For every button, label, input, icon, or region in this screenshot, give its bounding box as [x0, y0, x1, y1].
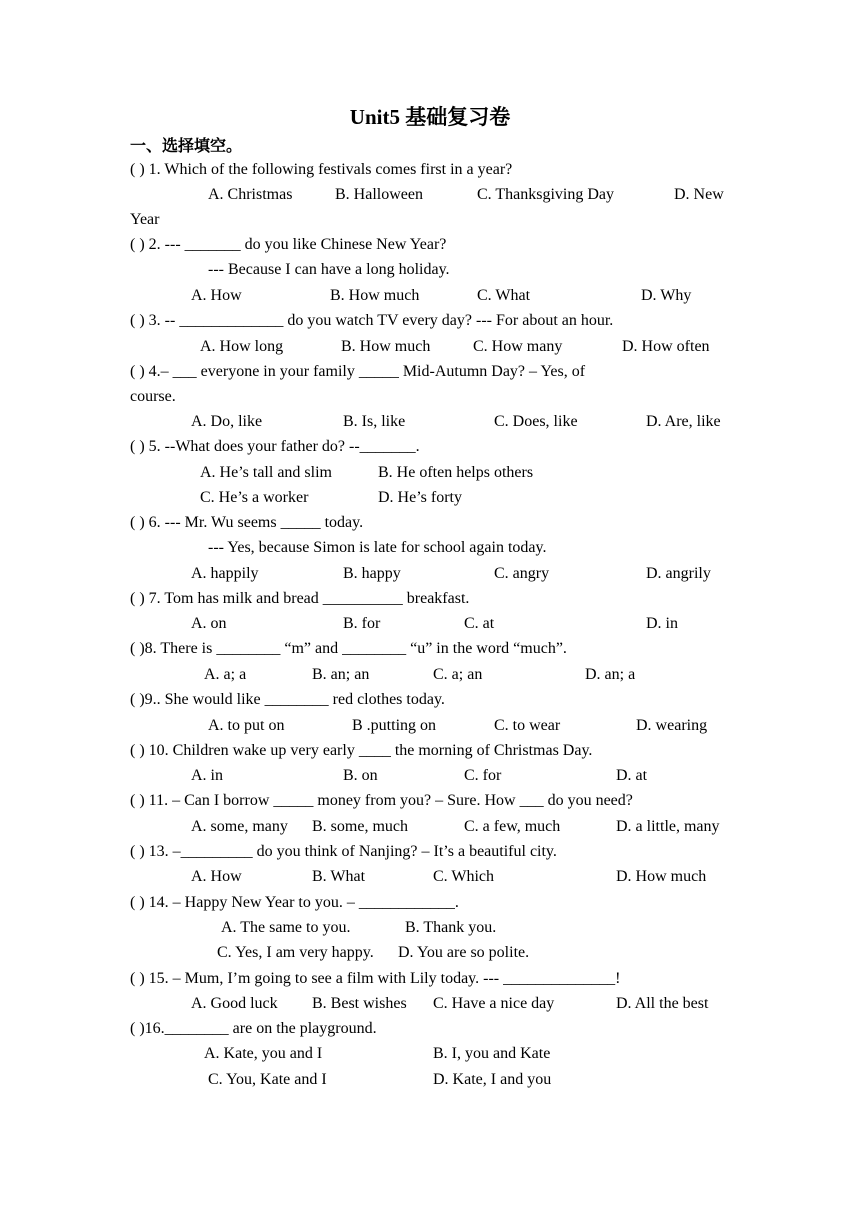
question-line: B. Halloween — [335, 186, 423, 203]
question-line: D. wearing — [636, 717, 708, 734]
question-line: C. to wear — [494, 717, 561, 734]
question-line: B .putting on — [352, 717, 437, 734]
question-line: ( ) 1. Which of the following festivals comes first in a year? — [130, 161, 513, 178]
question-line: D. a little, many — [616, 818, 720, 835]
question-line: A. Do, like — [191, 413, 263, 430]
question-line: --- Yes, because Simon is late for school again today. — [208, 539, 547, 556]
question-line: ( ) 11. – Can I borrow _____ money from you? – Sure. How ___ do you need? — [130, 792, 633, 809]
question-line: D. in — [646, 615, 678, 632]
question-line: C. How many — [473, 338, 563, 355]
question-line: B. He often helps others — [378, 464, 534, 481]
question-line: B. How much — [330, 287, 420, 304]
question-line: D. New — [674, 186, 724, 203]
question-line: C. Which — [433, 868, 495, 885]
question-line: A. The same to you. — [221, 919, 351, 936]
question-line: C. You, Kate and I — [208, 1071, 327, 1088]
question-line: C. Have a nice day — [433, 995, 555, 1012]
question-line: D. an; a — [585, 666, 636, 683]
page-title: Unit5 基础复习卷 — [349, 105, 511, 129]
question-line: --- Because I can have a long holiday. — [208, 261, 450, 278]
question-line: ( ) 5. --What does your father do? --_______. — [130, 438, 420, 455]
question-line: ( ) 3. -- _____________ do you watch TV every day? --- For about an hour. — [130, 312, 614, 329]
question-line: A. some, many — [191, 818, 288, 835]
question-line: A. on — [191, 615, 227, 632]
question-line: A. a; a — [204, 666, 247, 683]
question-line: A. He’s tall and slim — [200, 464, 332, 481]
question-line: B. on — [343, 767, 378, 784]
question-line: B. Is, like — [343, 413, 406, 430]
question-line: A. Kate, you and I — [204, 1045, 323, 1062]
question-line: D. Are, like — [646, 413, 721, 430]
question-line: ( )9.. She would like ________ red clothes today. — [130, 691, 445, 708]
question-line: ( ) 7. Tom has milk and bread __________ breakfast. — [130, 590, 470, 607]
question-line: C. at — [464, 615, 495, 632]
question-line: C. a few, much — [464, 818, 561, 835]
question-line: A. How long — [200, 338, 284, 355]
question-line: ( ) 14. – Happy New Year to you. – ____________. — [130, 894, 459, 911]
question-line: C. a; an — [433, 666, 483, 683]
question-line: B. some, much — [312, 818, 408, 835]
question-line: B. an; an — [312, 666, 370, 683]
question-line: B. Best wishes — [312, 995, 407, 1012]
question-line: Year — [130, 211, 160, 228]
question-line: ( )8. There is ________ “m” and ________ “u” in the word “much”. — [130, 640, 567, 657]
question-line: D. He’s forty — [378, 489, 462, 506]
question-line: B. Thank you. — [405, 919, 497, 936]
question-line: A. Good luck — [191, 995, 278, 1012]
question-line: ( ) 4.– ___ everyone in your family _____ Mid-Autumn Day? – Yes, of — [130, 363, 586, 380]
question-line: B. happy — [343, 565, 401, 582]
question-line: B. I, you and Kate — [433, 1045, 551, 1062]
question-line: C. Thanksgiving Day — [477, 186, 615, 203]
question-line: ( ) 10. Children wake up very early ____ the morning of Christmas Day. — [130, 742, 593, 759]
question-line: ( )16.________ are on the playground. — [130, 1020, 377, 1037]
question-line: ( ) 2. --- _______ do you like Chinese New Year? — [130, 236, 447, 253]
question-line: D. angrily — [646, 565, 711, 582]
question-line: ( ) 13. –_________ do you think of Nanjing? – It’s a beautiful city. — [130, 843, 557, 860]
question-line: D. Why — [641, 287, 692, 304]
question-line: A. happily — [191, 565, 259, 582]
question-line: D. How often — [622, 338, 710, 355]
question-line: B. What — [312, 868, 366, 885]
section-heading: 一、选择填空。 — [130, 138, 243, 155]
question-line: A. in — [191, 767, 223, 784]
question-line: D. at — [616, 767, 648, 784]
question-line: D. You are so polite. — [398, 944, 530, 961]
question-line: C. He’s a worker — [200, 489, 309, 506]
question-line: C. for — [464, 767, 502, 784]
question-line: D. All the best — [616, 995, 709, 1012]
question-line: C. angry — [494, 565, 550, 582]
question-line: ( ) 15. – Mum, I’m going to see a film with Lily today. --- ______________! — [130, 970, 621, 987]
question-line: D. Kate, I and you — [433, 1071, 552, 1088]
question-line: D. How much — [616, 868, 707, 885]
question-line: B. How much — [341, 338, 431, 355]
question-line: B. for — [343, 615, 381, 632]
question-line: C. What — [477, 287, 531, 304]
question-line: A. How — [191, 868, 242, 885]
question-line: course. — [130, 388, 176, 405]
question-line: ( ) 6. --- Mr. Wu seems _____ today. — [130, 514, 364, 531]
question-line: A. Christmas — [208, 186, 293, 203]
question-line: A. to put on — [208, 717, 285, 734]
question-line: C. Does, like — [494, 413, 578, 430]
question-line: C. Yes, I am very happy. — [217, 944, 374, 961]
question-line: A. How — [191, 287, 242, 304]
